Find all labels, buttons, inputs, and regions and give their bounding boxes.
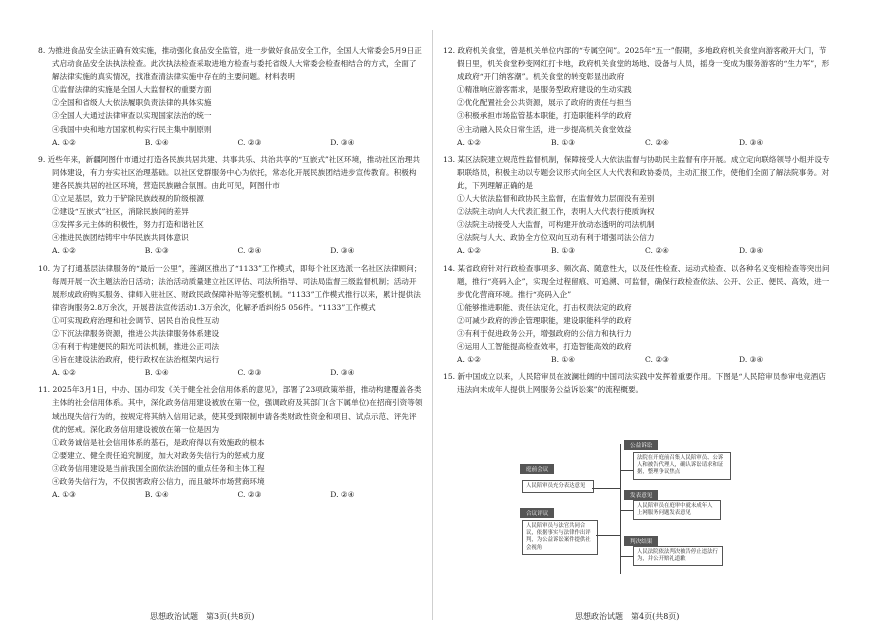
flow-arrow <box>621 470 633 471</box>
statement-4: ④旨在建设法治政府，使行政权在法治框架内运行 <box>52 355 220 365</box>
statement-3: ③法院主动接受人大监督，可构建开放动态透明的司法机制 <box>457 220 655 230</box>
question-stem: 15. 新中国成立以来，人民陪审员在波澜壮阔的中国司法实践中发挥着重要作用。下图是“人民陪审员参审电竞酒店违法向未成年人提供上网服务公益诉讼案”的流程概要。 <box>443 372 826 395</box>
option-d: D. ③④ <box>739 137 764 147</box>
statement-1: ①人大依法监督和政协民主监督，在监督效力层面没有差别 <box>457 194 655 204</box>
question-13 <box>443 153 833 258</box>
question-8 <box>38 44 423 149</box>
option-c: C. ②④ <box>237 246 262 256</box>
option-d: D. ③④ <box>330 246 355 256</box>
flow-tag-deliberation: 合议评议 <box>520 508 554 518</box>
flow-arrow <box>596 535 621 536</box>
option-b: B. ①④ <box>144 490 169 500</box>
option-b: B. ①③ <box>551 246 576 256</box>
statement-1: ①可实现政府治理和社会调节、居民自治良性互动 <box>52 315 220 325</box>
option-a: A. ①③ <box>52 490 76 500</box>
flow-arrow <box>592 488 621 489</box>
option-c: C. ②③ <box>237 490 262 500</box>
option-a: A. ①② <box>457 355 481 365</box>
right-page <box>443 44 833 398</box>
question-11 <box>38 383 423 501</box>
option-a: A. ①② <box>52 246 76 256</box>
answer-options <box>38 136 423 149</box>
option-b: B. ①③ <box>551 137 576 147</box>
question-14 <box>443 262 833 367</box>
statement-1: ①监督法律的实施是全国人大监督权的重要方面 <box>52 85 212 95</box>
answer-options <box>38 488 423 501</box>
question-stem: 12. 政府机关食堂，曾是机关单位内部的“专属空间”。2025年“五一”假期，多地政府机关食堂向游客敞开大门，节假日里，机关食堂秒变网红打卡地，政府机关食堂的场地、设备与人员，摇身一变成为服务游客的“生力军”，形成政府“开门纳客潮”。机关食堂的转变彰显出政府 <box>443 46 830 82</box>
statement-4: ④我国中央和地方国家机构实行民主集中制原则 <box>52 124 212 134</box>
answer-options <box>443 353 833 366</box>
option-d: D. ③④ <box>330 137 355 147</box>
statement-3: ③有利于促进政务公开，增强政府的公信力和执行力 <box>457 328 632 338</box>
question-stem: 8. 为推进食品安全法正确有效实施，推动强化食品安全监管，进一步做好食品安全工作，全国人大常委会5月9日正式启动食品安全法执法检查。此次执法检查采取进地方检查与委托省级人大常委会检查相结合的方式，全面了解法律实施的真实情况，找准查清法律实施中存在的主要问题。材料表明 <box>38 46 422 82</box>
flow-tag-public-interest: 公益诉讼 <box>624 440 658 450</box>
option-b: B. ①④ <box>144 368 169 378</box>
option-c: C. ②③ <box>645 355 669 365</box>
question-12 <box>443 44 833 149</box>
statement-4: ④推进民族团结铸牢中华民族共同体意识 <box>52 233 189 243</box>
page-footer-right: 思想政治试题 第4页(共8页) <box>575 612 680 621</box>
flow-box-pretrial: 法院在开庭前召集人民陪审员、公诉人和被告代理人，确认诉讼请求和证据，整理争议焦点 <box>633 452 731 480</box>
answer-options <box>38 366 423 379</box>
statement-3: ③积极承担市场监管基本职能，打造职能科学的政府 <box>457 111 632 121</box>
left-page <box>38 44 423 505</box>
option-c: C. ②④ <box>645 137 669 147</box>
answer-options <box>443 136 833 149</box>
option-a: A. ①② <box>457 137 481 147</box>
statement-2: ②建设“互嵌式”社区，消除民族间的差异 <box>52 207 189 217</box>
statement-3: ③发挥多元主体的积极性，努力打造和谐社区 <box>52 220 204 230</box>
statement-4: ④政务失信行为，不仅损害政府公信力，而且破坏市场营商环境 <box>52 477 265 486</box>
statement-4: ④主动融入民众日常生活，进一步提高机关食堂效益 <box>457 124 632 134</box>
flow-tag-pretrial: 庭前会议 <box>520 464 554 474</box>
option-b: B. ①③ <box>144 246 169 256</box>
option-d: D. ③④ <box>330 368 355 378</box>
option-b: B. ①④ <box>551 355 576 365</box>
flow-spine <box>620 444 621 574</box>
flow-box-opinion: 人民陪审员在庭审中就未成年人上网服务问题发表意见 <box>633 500 721 520</box>
question-stem: 10. 为了打通基层法律服务的“最后一公里”，莲湖区推出了“1133”工作模式，即每个社区选派一名社区法律顾问；每周开展一次主题法治日活动；法治活动质量建立社区评估、司法所指导、司法局监督三级监督机制；活动开展形成政府购买服务、律师入驻社区、财政民政保障补贴等完整机制。“1133”工作模式推行以来，累计提供法律咨询服务2.8万余次，开展普法宣传活动1.3万余次，化解矛盾纠纷5 056件。“1133”工作模式 <box>38 263 422 312</box>
page-footer-left: 思想政治试题 第3页(共8页) <box>150 612 255 621</box>
answer-options <box>443 244 833 257</box>
flow-box-express: 人民陪审员充分表达意见 <box>522 480 594 493</box>
option-a: A. ①② <box>52 368 76 378</box>
trial-process-flowchart <box>520 440 735 578</box>
flow-tag-verdict: 判决结果 <box>624 536 658 546</box>
option-d: D. ③④ <box>739 246 764 256</box>
statement-1: ①立足基层，致力于铲除民族歧视的阶级根源 <box>52 194 204 204</box>
statement-3: ③有利于构建便民的阳光司法机制，推进公正司法 <box>52 342 220 352</box>
statement-3: ③政务信用建设是当前我国全面依法治国的重点任务和主体工程 <box>52 463 265 473</box>
option-c: C. ②③ <box>237 368 262 378</box>
flow-box-verdict: 人民法院依法判决被告停止违法行为，并公开赔礼道歉 <box>633 546 723 566</box>
option-c: C. ②③ <box>237 137 262 147</box>
statement-2: ②要建立、健全责任追究制度，加大对政务失信行为的惩戒力度 <box>52 450 265 460</box>
statement-1: ①政务诚信是社会信用体系的基石，是政府得以有效施政的根本 <box>52 437 265 447</box>
option-a: A. ①② <box>457 246 481 256</box>
page-divider <box>432 30 433 620</box>
question-15 <box>443 370 833 396</box>
statement-2: ②优化配置社会公共资源，展示了政府的责任与担当 <box>457 98 632 108</box>
question-9 <box>38 153 423 258</box>
answer-options <box>38 244 423 257</box>
option-c: C. ②④ <box>645 246 669 256</box>
flow-box-deliberation: 人民陪审员与法官共同合议，依据事实与法律作出评判，为公益诉讼案件提供社会视角 <box>522 520 598 555</box>
statement-4: ④法院与人大、政协全方位双向互动有利于增强司法公信力 <box>457 233 655 243</box>
flow-arrow <box>621 556 633 557</box>
option-d: D. ③④ <box>739 355 764 365</box>
question-10 <box>38 262 423 380</box>
statement-2: ②下沉法律服务资源，推进公共法律服务体系建设 <box>52 328 220 338</box>
flow-tag-opinion: 发表意见 <box>624 490 658 500</box>
question-stem: 14. 某省政府针对行政检查事项多、频次高、随意性大，以及任性检查、运动式检查、以各种名义变相检查等突出问题，推行“亮码入企”，实现全过程留痕、可追溯、可监督，确保行政检查依法、公开、公正、便民、高效，进一步优化营商环境。推行“亮码入企” <box>443 263 830 299</box>
statement-4: ④运用人工智能提高检查效率，打造智能高效的政府 <box>457 342 632 352</box>
flow-arrow <box>621 510 633 511</box>
question-stem: 13. 某区法院建立规范性监督机制，保障接受人大依法监督与协助民主监督有序开展。成立定向联络领导小组并设专职联络员，积极主动以专题会议形式向全区人大代表和政协委员，主动汇报工作，使他们全面了解法院事务。对此，下列理解正确的是 <box>443 154 830 190</box>
statement-2: ②法院主动向人大代表汇报工作，表明人大代表行使质询权 <box>457 207 655 217</box>
statement-1: ①能够推进职能、责任法定化，打击权责法定的政府 <box>457 302 632 312</box>
statement-2: ②可减少政府的涉企管理职能，建设职能科学的政府 <box>457 315 632 325</box>
statement-1: ①精准响应游客需求，是服务型政府建设的生动实践 <box>457 85 632 95</box>
statement-3: ③全国人大通过法律审查以实现国家法治的统一 <box>52 111 212 121</box>
option-b: B. ①④ <box>144 137 169 147</box>
statement-2: ②全国和省级人大依法履职负责法律的具体实施 <box>52 98 212 108</box>
question-stem: 11. 2025年3月1日，中办、国办印发《关于健全社会信用体系的意见》，部署了23项政策举措，推动构建覆盖各类主体的社会信用体系。其中，深化政务信用建设被放在第一位，强调政府及其部门(含下属单位)在招商引资等领域出现失信行为的，按规定将其纳入信用记录，使其受到限制申请各类财政性资金和项目、试点示范、评先评优的惩戒。深化政务信用建设被放在第一位是因为 <box>38 385 423 434</box>
question-stem: 9. 近些年来，新疆阿图什市通过打造各民族共居共建、共事共乐、共治共享的“互嵌式”社区环境，推动社区治理共同体建设，有力夯实社区治理基础。以社区党群服务中心为依托，常态化开展民族团结进步宣传教育。积极构建各民族共居的社区环境，营造民族融合氛围。由此可见，阿图什市 <box>38 154 420 190</box>
option-d: D. ②④ <box>330 490 355 500</box>
option-a: A. ①② <box>52 137 76 147</box>
